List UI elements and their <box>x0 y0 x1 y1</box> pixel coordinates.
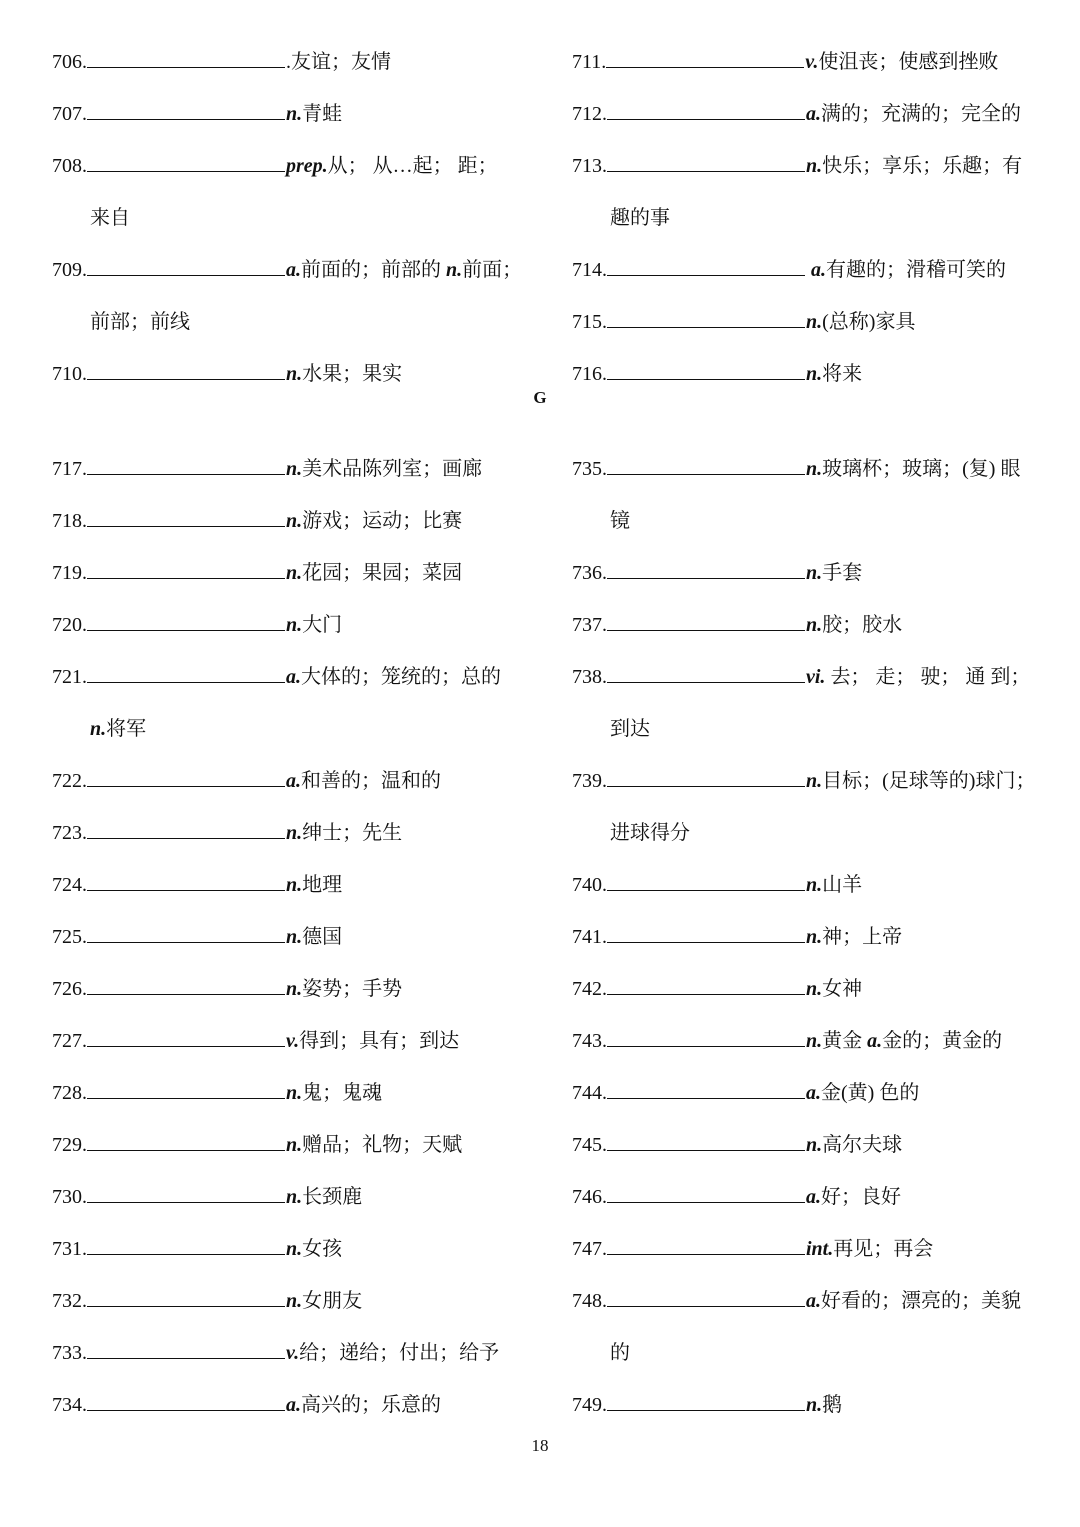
answer-blank[interactable] <box>607 326 805 328</box>
vocab-entry <box>572 1223 1042 1275</box>
vocab-entry <box>52 1327 522 1379</box>
definition-continuation <box>572 1327 1042 1379</box>
definition: 胶；胶水 <box>822 614 903 636</box>
entry-number: 741. <box>572 926 607 948</box>
part-of-speech: prep. <box>286 155 328 177</box>
part-of-speech: n. <box>286 510 303 532</box>
definition: 使沮丧；使感到挫败 <box>818 51 999 73</box>
definition: 神；上帝 <box>822 926 903 948</box>
definition: 前面的；前部的 <box>301 259 441 281</box>
answer-blank[interactable] <box>87 378 285 380</box>
vocab-entry <box>52 495 522 547</box>
definition: 来自 <box>90 207 130 229</box>
answer-blank[interactable] <box>87 681 285 683</box>
section-letter-heading: G <box>533 388 547 407</box>
entry-number: 745. <box>572 1134 607 1156</box>
part-of-speech: n. <box>806 614 823 636</box>
part-of-speech: a. <box>806 259 826 281</box>
vocab-entry <box>52 140 522 192</box>
vocab-entry <box>52 443 522 495</box>
definition: 青蛙 <box>302 103 343 125</box>
part-of-speech: n. <box>286 458 303 480</box>
part-of-speech: n. <box>286 103 303 125</box>
definition: .友谊；友情 <box>286 51 391 73</box>
definition: 去； 走； 驶； 通 到； <box>825 666 1031 688</box>
answer-blank[interactable] <box>87 629 285 631</box>
answer-blank[interactable] <box>607 1045 805 1047</box>
entry-number: 729. <box>52 1134 87 1156</box>
column-left-g <box>52 443 522 1431</box>
vocab-entry <box>52 1223 522 1275</box>
definition: 花园；果园；菜园 <box>302 562 463 584</box>
answer-blank[interactable] <box>607 1305 805 1307</box>
definition: 有趣的；滑稽可笑的 <box>826 259 1006 281</box>
part-of-speech: n. <box>286 926 303 948</box>
vocab-entry <box>52 1015 522 1067</box>
definition: 镜 <box>610 510 630 532</box>
part-of-speech: n. <box>806 458 823 480</box>
definition: 满的；充满的；完全的 <box>821 103 1021 125</box>
part-of-speech: n. <box>286 1186 303 1208</box>
definition: 姿势；手势 <box>302 978 403 1000</box>
answer-blank[interactable] <box>87 837 285 839</box>
vocab-entry <box>52 1171 522 1223</box>
definition: 女朋友 <box>302 1290 363 1312</box>
part-of-speech: n. <box>286 1290 303 1312</box>
vocab-entry <box>52 1067 522 1119</box>
part-of-speech: n. <box>806 311 823 333</box>
vocab-entry <box>572 651 1042 703</box>
definition: 金(黄) 色的 <box>821 1082 920 1104</box>
entry-number: 709. <box>52 259 87 281</box>
definition: 的 <box>610 1342 630 1364</box>
entry-number: 717. <box>52 458 87 480</box>
answer-blank[interactable] <box>87 1357 285 1359</box>
page-number: 18 <box>531 1436 549 1455</box>
entry-number: 721. <box>52 666 87 688</box>
entry-number: 735. <box>572 458 607 480</box>
entry-number: 725. <box>52 926 87 948</box>
vocab-entry <box>572 36 1042 88</box>
answer-blank[interactable] <box>607 118 805 120</box>
part-of-speech: vi. <box>806 666 826 688</box>
part-of-speech: a. <box>286 259 301 281</box>
answer-blank[interactable] <box>607 941 805 943</box>
vocab-entry <box>572 859 1042 911</box>
answer-blank[interactable] <box>607 274 805 276</box>
answer-blank[interactable] <box>607 629 805 631</box>
part-of-speech: a. <box>806 103 821 125</box>
entry-number: 736. <box>572 562 607 584</box>
answer-blank[interactable] <box>87 1045 285 1047</box>
answer-blank[interactable] <box>87 1253 285 1255</box>
answer-blank[interactable] <box>607 1201 805 1203</box>
column-right-g <box>572 443 1042 1431</box>
definition: 美术品陈列室；画廊 <box>302 458 483 480</box>
definition: 长颈鹿 <box>302 1186 363 1208</box>
vocab-entry <box>52 651 522 703</box>
entry-number: 747. <box>572 1238 607 1260</box>
answer-blank[interactable] <box>607 889 805 891</box>
part-of-speech: n. <box>806 1030 823 1052</box>
part-of-speech: n. <box>806 978 823 1000</box>
part-of-speech: n. <box>806 926 823 948</box>
answer-blank[interactable] <box>87 785 285 787</box>
entry-number: 719. <box>52 562 87 584</box>
vocab-entry <box>572 244 1042 296</box>
answer-blank[interactable] <box>87 473 285 475</box>
entry-number: 720. <box>52 614 87 636</box>
answer-blank[interactable] <box>87 1097 285 1099</box>
definition: 地理 <box>302 874 343 896</box>
definition: 得到；具有；到达 <box>299 1030 460 1052</box>
definition: 游戏；运动；比赛 <box>302 510 463 532</box>
entry-number: 724. <box>52 874 87 896</box>
definition: 从； 从…起； 距； <box>327 155 498 177</box>
answer-blank[interactable] <box>607 170 805 172</box>
entry-number: 740. <box>572 874 607 896</box>
part-of-speech: a. <box>286 666 301 688</box>
vocab-entry <box>52 1119 522 1171</box>
entry-number: 718. <box>52 510 87 532</box>
vocab-entry <box>52 807 522 859</box>
vocab-entry <box>572 911 1042 963</box>
definition: 山羊 <box>822 874 863 896</box>
definition: 和善的；温和的 <box>301 770 441 792</box>
answer-blank[interactable] <box>607 1253 805 1255</box>
definition: 绅士；先生 <box>302 822 403 844</box>
definition: 赠品；礼物；天赋 <box>302 1134 463 1156</box>
definition: 德国 <box>302 926 343 948</box>
part-of-speech: v. <box>805 51 819 73</box>
vocab-entry <box>52 88 522 140</box>
definition-continuation <box>52 192 522 244</box>
answer-blank[interactable] <box>87 1149 285 1151</box>
definition: 鹅 <box>822 1394 843 1416</box>
part-of-speech: a. <box>286 1394 301 1416</box>
definition: 鬼；鬼魂 <box>302 1082 383 1104</box>
answer-blank[interactable] <box>87 118 285 120</box>
part-of-speech: n. <box>806 562 823 584</box>
vocab-entry <box>572 1171 1042 1223</box>
definition-continuation <box>572 807 1042 859</box>
part-of-speech: a. <box>806 1082 821 1104</box>
definition: 快乐；享乐；乐趣；有 <box>822 155 1023 177</box>
vocab-entry <box>572 1067 1042 1119</box>
entry-number: 737. <box>572 614 607 636</box>
part-of-speech: a. <box>806 1290 821 1312</box>
definition: 前面； <box>462 259 523 281</box>
part-of-speech: a. <box>286 770 301 792</box>
vocab-entry <box>52 911 522 963</box>
answer-blank[interactable] <box>607 378 805 380</box>
part-of-speech: n. <box>286 562 303 584</box>
definition: 趣的事 <box>610 207 670 229</box>
definition: 高兴的；乐意的 <box>301 1394 441 1416</box>
vocab-entry <box>572 963 1042 1015</box>
entry-number: 722. <box>52 770 87 792</box>
part-of-speech: a. <box>862 1030 883 1052</box>
answer-blank[interactable] <box>87 525 285 527</box>
entry-number: 732. <box>52 1290 87 1312</box>
column-left-top <box>52 36 522 400</box>
entry-number: 706. <box>52 51 87 73</box>
definition: 目标；(足球等的)球门； <box>822 770 1036 792</box>
definition: 好看的；漂亮的；美貌 <box>821 1290 1021 1312</box>
definition: 大门 <box>302 614 343 636</box>
definition: 好；良好 <box>821 1186 901 1208</box>
part-of-speech: v. <box>286 1342 300 1364</box>
vocab-entry <box>52 963 522 1015</box>
part-of-speech: n. <box>90 718 107 740</box>
definition-continuation <box>572 495 1042 547</box>
entry-number: 748. <box>572 1290 607 1312</box>
vocab-entry <box>572 1015 1042 1067</box>
vocab-entry <box>572 88 1042 140</box>
answer-blank[interactable] <box>87 1305 285 1307</box>
vocab-entry <box>572 599 1042 651</box>
part-of-speech: n. <box>806 155 823 177</box>
entry-number: 743. <box>572 1030 607 1052</box>
entry-number: 738. <box>572 666 607 688</box>
entry-number: 710. <box>52 363 87 385</box>
answer-blank[interactable] <box>607 681 805 683</box>
definition: (总称)家具 <box>822 311 916 333</box>
definition: 手套 <box>822 562 863 584</box>
part-of-speech: n. <box>286 822 303 844</box>
answer-blank[interactable] <box>607 1149 805 1151</box>
definition: 进球得分 <box>610 822 690 844</box>
part-of-speech: n. <box>286 978 303 1000</box>
answer-blank[interactable] <box>87 577 285 579</box>
answer-blank[interactable] <box>606 66 804 68</box>
definition-continuation <box>572 192 1042 244</box>
vocab-entry <box>572 296 1042 348</box>
vocab-entry <box>572 1275 1042 1327</box>
vocab-entry <box>52 599 522 651</box>
vocab-entry <box>52 755 522 807</box>
entry-number: 713. <box>572 155 607 177</box>
answer-blank[interactable] <box>87 889 285 891</box>
answer-blank[interactable] <box>87 1409 285 1411</box>
part-of-speech: v. <box>286 1030 300 1052</box>
entry-number: 733. <box>52 1342 87 1364</box>
answer-blank[interactable] <box>87 1201 285 1203</box>
vocab-entry <box>52 1275 522 1327</box>
answer-blank[interactable] <box>607 577 805 579</box>
entry-number: 739. <box>572 770 607 792</box>
definition: 高尔夫球 <box>822 1134 903 1156</box>
entry-number: 708. <box>52 155 87 177</box>
vocab-entry <box>52 547 522 599</box>
vocab-entry <box>572 1119 1042 1171</box>
column-right-top <box>572 36 1042 400</box>
part-of-speech: n. <box>286 1238 303 1260</box>
definition: 水果；果实 <box>302 363 403 385</box>
definition-continuation <box>52 296 522 348</box>
answer-blank[interactable] <box>87 66 285 68</box>
definition: 女神 <box>822 978 863 1000</box>
vocab-entry <box>52 1379 522 1431</box>
vocab-entry <box>572 443 1042 495</box>
entry-number: 744. <box>572 1082 607 1104</box>
definition: 将军 <box>106 718 147 740</box>
entry-number: 746. <box>572 1186 607 1208</box>
part-of-speech: n. <box>441 259 463 281</box>
entry-number: 714. <box>572 259 607 281</box>
entry-number: 716. <box>572 363 607 385</box>
entry-number: 727. <box>52 1030 87 1052</box>
definition: 大体的；笼统的；总的 <box>301 666 501 688</box>
entry-number: 728. <box>52 1082 87 1104</box>
definition: 到达 <box>610 718 650 740</box>
entry-number: 712. <box>572 103 607 125</box>
definition: 再见；再会 <box>833 1238 934 1260</box>
answer-blank[interactable] <box>87 170 285 172</box>
entry-number: 731. <box>52 1238 87 1260</box>
part-of-speech: a. <box>806 1186 821 1208</box>
vocab-entry <box>52 244 522 296</box>
entry-number: 734. <box>52 1394 87 1416</box>
definition: 前部；前线 <box>90 311 190 333</box>
part-of-speech: n. <box>806 770 823 792</box>
definition-continuation <box>572 703 1042 755</box>
part-of-speech: n. <box>806 874 823 896</box>
vocab-entry <box>52 859 522 911</box>
definition: 金的；黄金的 <box>882 1030 1003 1052</box>
entry-number: 726. <box>52 978 87 1000</box>
answer-blank[interactable] <box>607 473 805 475</box>
definition: 将来 <box>822 363 863 385</box>
part-of-speech: n. <box>286 363 303 385</box>
part-of-speech: n. <box>286 1134 303 1156</box>
definition-continuation <box>52 703 522 755</box>
part-of-speech: n. <box>806 1394 823 1416</box>
answer-blank[interactable] <box>87 941 285 943</box>
vocab-entry <box>572 1379 1042 1431</box>
definition: 玻璃杯；玻璃；(复) 眼 <box>822 458 1021 480</box>
entry-number: 707. <box>52 103 87 125</box>
vocab-entry <box>572 140 1042 192</box>
part-of-speech: n. <box>286 874 303 896</box>
definition: 给；递给；付出；给予 <box>299 1342 500 1364</box>
part-of-speech: n. <box>806 363 823 385</box>
answer-blank[interactable] <box>607 785 805 787</box>
entry-number: 749. <box>572 1394 607 1416</box>
entry-number: 723. <box>52 822 87 844</box>
definition: 黄金 <box>822 1030 863 1052</box>
entry-number: 730. <box>52 1186 87 1208</box>
part-of-speech: n. <box>286 1082 303 1104</box>
entry-number: 711. <box>572 51 607 73</box>
definition: 女孩 <box>302 1238 343 1260</box>
answer-blank[interactable] <box>607 1097 805 1099</box>
part-of-speech: n. <box>286 614 303 636</box>
vocab-entry <box>572 547 1042 599</box>
answer-blank[interactable] <box>607 993 805 995</box>
vocab-entry <box>572 755 1042 807</box>
part-of-speech: int. <box>806 1238 834 1260</box>
answer-blank[interactable] <box>607 1409 805 1411</box>
part-of-speech: n. <box>806 1134 823 1156</box>
vocab-entry <box>52 36 522 88</box>
entry-number: 742. <box>572 978 607 1000</box>
answer-blank[interactable] <box>87 993 285 995</box>
answer-blank[interactable] <box>87 274 285 276</box>
entry-number: 715. <box>572 311 607 333</box>
